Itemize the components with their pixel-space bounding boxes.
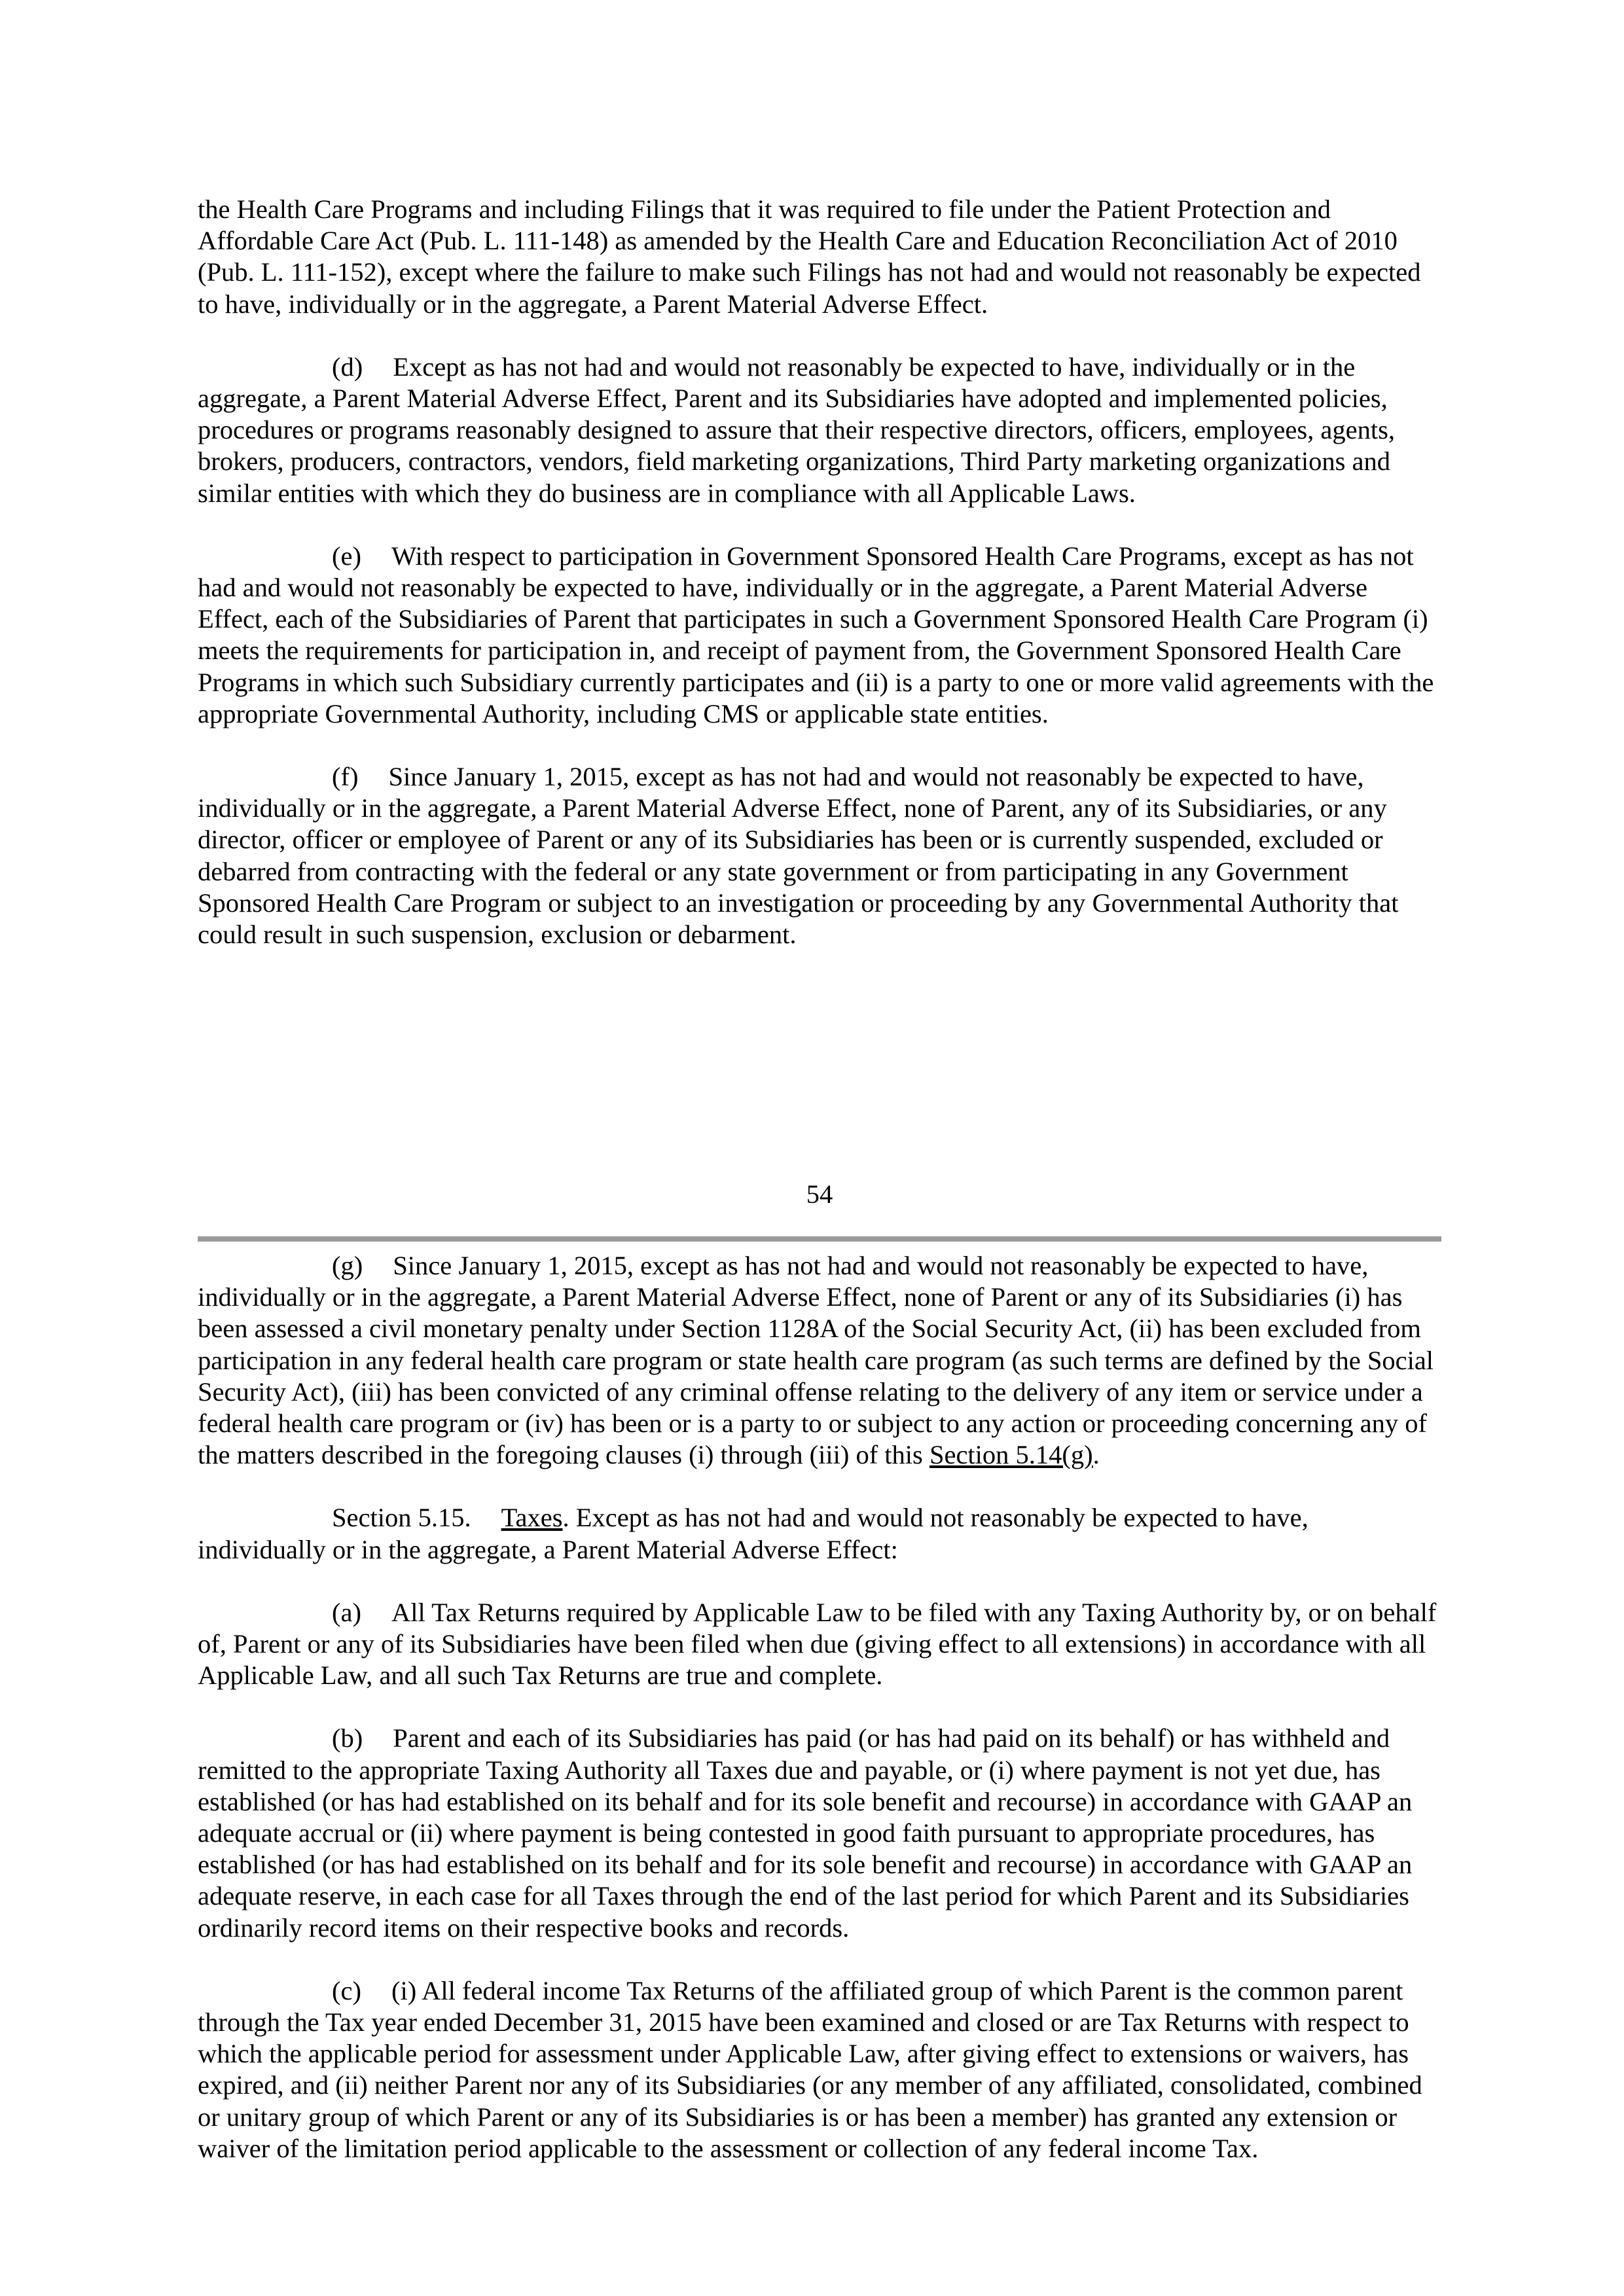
- paragraph-a: [198, 1597, 1441, 1692]
- page-divider: [198, 1236, 1441, 1242]
- paragraph-g: [198, 1250, 1441, 1471]
- paragraph-text: Except as has not had and would not reasonably be expected to have, individually or in the aggregate, a Parent Material Adverse Effect, Parent and its Subsidiaries have adopted and implemented policies, procedures or programs reasonably designed to assure that their respective directors, officers, employees, agents, brokers, producers, contractors, vendors, field marketing organizations, Third Party marketing organizations and similar entities with which they do business are in compliance with all Applicable Laws.: [198, 351, 1395, 508]
- paragraph-text: All Tax Returns required by Applicable Law to be filed with any Taxing Authority by, or on behalf of, Parent or any of its Subsidiaries have been filed when due (giving effect to all extensions) in accordance with all Applicable Law, and all such Tax Returns are true and complete.: [198, 1597, 1437, 1691]
- paragraph-d: [198, 351, 1441, 509]
- paragraph-text: . Except as has not had and would not reasonably be expected to have, individually or in the aggregate, a Parent Material Adverse Effect:: [198, 1503, 1308, 1564]
- paragraph-e: [198, 541, 1441, 730]
- paragraph-text: (i) All federal income Tax Returns of the affiliated group of which Parent is the common parent through the Tax year ended December 31, 2015 have been examined and closed or are Tax Returns with respect to which the applicable period for assessment under Applicable Law, after giving effect to extensions or waivers, has expired, and (ii) neither Parent nor any of its Subsidiaries (or any member of any affiliated, consolidated, combined or unitary group of which Parent or any of its Subsidiaries is or has been a member) has granted any extension or waiver of the limitation period applicable to the assessment or collection of any federal income Tax.: [198, 1975, 1422, 2163]
- section-5-15-heading: [198, 1502, 1441, 1565]
- paragraph-continuation: [198, 194, 1441, 320]
- clause-label: (c): [332, 1975, 361, 2005]
- clause-label: (d): [332, 351, 363, 382]
- paragraph-c: [198, 1975, 1441, 2164]
- paragraph-text: Parent and each of its Subsidiaries has paid (or has had paid on its behalf) or has withheld and remitted to the appropriate Taxing Authority all Taxes due and payable, or (i) where payment is not yet due, has established (or has had established on its behalf and for its sole benefit and recourse) in accordance with GAAP an adequate accrual or (ii) where payment is being contested in good faith pursuant to appropriate procedures, has established (or has had established on its behalf and for its sole benefit and recourse) in accordance with GAAP an adequate reserve, in each case for all Taxes through the end of the last period for which Parent and its Subsidiaries ordinarily record items on their respective books and records.: [198, 1723, 1413, 1943]
- paragraph-text: Since January 1, 2015, except as has not had and would not reasonably be expected to have, individually or in the aggregate, a Parent Material Adverse Effect, none of Parent, any of its Subsidiaries, or any director, officer or employee of Parent or any of its Subsidiaries has been or is currently suspended, excluded or debarred from contracting with the federal or any state government or from participating in any Government Sponsored Health Care Program or subject to an investigation or proceeding by any Governmental Authority that could result in such suspension, exclusion or debarment.: [198, 762, 1399, 950]
- paragraph-f: [198, 761, 1441, 950]
- clause-label: (e): [332, 541, 361, 571]
- section-title: Taxes: [501, 1503, 563, 1533]
- page-number: 54: [806, 1179, 833, 1209]
- section-label: Section 5.15.: [332, 1503, 471, 1533]
- paragraph-end: .: [1092, 1440, 1100, 1470]
- document-page: [198, 194, 1441, 2163]
- paragraph-b: [198, 1723, 1441, 1943]
- paragraph-text: With respect to participation in Government Sponsored Health Care Programs, except as has not had and would not reasonably be expected to have, individually or in the aggregate, a Parent Material Adverse Effect, each of the Subsidiaries of Parent that participates in such a Government Sponsored Health Care Program (i) meets the requirements for participation in, and receipt of payment from, the Government Sponsored Health Care Programs in which such Subsidiary currently participates and (ii) is a party to one or more valid agreements with the appropriate Governmental Authority, including CMS or applicable state entities.: [198, 541, 1434, 728]
- clause-label: (f): [332, 762, 359, 792]
- paragraph-text: the Health Care Programs and including Filings that it was required to file under the Patient Protection and Affordable Care Act (Pub. L. 111-148) as amended by the Health Care and Education Reconciliation Act of 2010 (Pub. L. 111-152), except where the failure to make such Filings has not had and would not reasonably be expected to have, individually or in the aggregate, a Parent Material Adverse Effect.: [198, 194, 1421, 319]
- next-page-content: [198, 1250, 1441, 2164]
- clause-label: (g): [332, 1251, 363, 1280]
- clause-label: (a): [332, 1597, 361, 1627]
- clause-label: (b): [332, 1723, 363, 1753]
- paragraph-text: Since January 1, 2015, except as has not had and would not reasonably be expected to have, individually or in the aggregate, a Parent Material Adverse Effect, none of Parent or any of its Subsidiaries (i) has been assessed a civil monetary penalty under Section 1128A of the Social Security Act, (ii) has been excluded from participation in any federal health care program or state health care program (as such terms are defined by the Social Security Act), (iii) has been convicted of any criminal offense relating to the delivery of any item or service under a federal health care program or (iv) has been or is a party to or subject to any action or proceeding concerning any of the matters described in the foregoing clauses (i) through (iii) of this: [198, 1251, 1434, 1470]
- section-reference: Section 5.14(g): [929, 1440, 1093, 1470]
